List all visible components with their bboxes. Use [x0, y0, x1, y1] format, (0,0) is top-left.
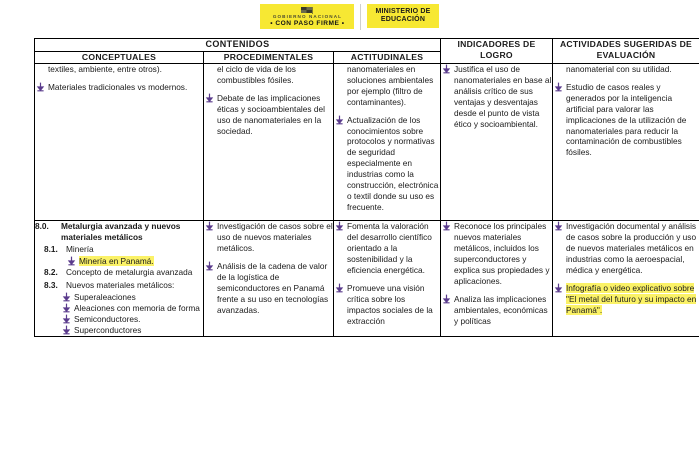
arrow-bullet-icon	[62, 325, 71, 335]
list-item-text: Semiconductores.	[74, 313, 141, 324]
list-item-text: Análisis de la cadena de valor de la logística de semiconductores en Panamá frente a su uso en tecnologías avanzadas.	[217, 260, 329, 315]
outline-item-8-3	[35, 280, 203, 291]
list-item-text: Reconoce los principales nuevos materiales metálicos, incluidos los superconductores y explica sus propiedades y aplicaciones.	[454, 221, 550, 286]
list-item-text: Superaleaciones	[74, 291, 136, 302]
outline-text: Metalurgia avanzada y nuevos materiales metálicos	[61, 221, 181, 243]
cell-indicadores-r2	[441, 221, 553, 337]
table-row	[35, 221, 699, 337]
list-item	[204, 93, 333, 137]
table-header-group-row	[35, 39, 699, 52]
sub-list-nuevos-materiales	[35, 292, 203, 336]
outline-number: 8.0.	[35, 221, 49, 232]
list-item-text: Fomenta la valoración del desarrollo científico orientado a la sostenibilidad y la eficiencia energética.	[347, 221, 432, 275]
list-actitudinales-r2	[334, 221, 440, 326]
list-actividades-r1	[553, 64, 699, 159]
arrow-bullet-icon	[554, 82, 563, 92]
cell-actitudinales-r1	[334, 63, 441, 220]
list-procedimentales-r1	[204, 64, 333, 137]
list-item	[553, 283, 699, 316]
outline-text: Minería	[66, 244, 94, 255]
list-item	[553, 64, 699, 75]
outline-text: Concepto de metalurgia avanzada	[66, 267, 193, 278]
list-item	[334, 115, 440, 213]
list-item	[204, 261, 333, 316]
gov-logo-top-text: GOBIERNO NACIONAL	[272, 14, 343, 19]
header-actitudinales: ACTITUDINALES	[334, 51, 441, 63]
list-item	[61, 314, 203, 325]
list-item-text: nanomateriales en soluciones ambientales por ejemplo (filtro de contaminantes).	[347, 63, 434, 107]
cell-procedimentales-r2	[204, 221, 334, 337]
arrow-bullet-icon	[442, 294, 451, 304]
list-item	[204, 64, 333, 86]
list-item	[553, 82, 699, 159]
cell-indicadores-r1	[441, 63, 553, 220]
logo-divider	[360, 4, 361, 30]
cell-procedimentales-r1	[204, 63, 334, 220]
arrow-bullet-icon	[335, 221, 344, 231]
list-item-text: Debate de las implicaciones éticas y socioambientales del uso de nanomateriales en la sociedad.	[217, 92, 325, 136]
list-item	[334, 221, 440, 276]
arrow-bullet-icon	[205, 93, 214, 103]
header-conceptuales: CONCEPTUALES	[35, 51, 204, 63]
outline-number: 8.3.	[44, 279, 58, 290]
arrow-bullet-icon	[442, 221, 451, 231]
arrow-bullet-icon	[36, 82, 45, 92]
outline-number: 8.1.	[44, 244, 58, 255]
arrow-bullet-icon	[62, 314, 71, 324]
list-item	[441, 64, 552, 130]
list-item	[334, 283, 440, 327]
arrow-bullet-icon	[67, 256, 76, 266]
cell-conceptuales-r1	[35, 63, 204, 220]
list-item-text: textiles, ambiente, entre otros).	[48, 63, 162, 74]
list-procedimentales-r2	[204, 221, 333, 316]
header-logo-bar	[0, 4, 699, 32]
list-item	[334, 64, 440, 108]
list-item-text: Materiales tradicionales vs modernos.	[48, 81, 188, 92]
arrow-bullet-icon	[205, 261, 214, 271]
cell-actitudinales-r2	[334, 221, 441, 337]
list-item	[61, 325, 203, 336]
table-row	[35, 63, 699, 220]
list-item	[441, 294, 552, 327]
outline-number: 8.2.	[44, 267, 58, 278]
outline-conceptuales-r2	[35, 221, 203, 336]
sub-list-mineria	[35, 256, 203, 267]
list-item-text: Superconductores	[74, 325, 142, 336]
arrow-bullet-icon	[205, 221, 214, 231]
header-actividades-sugeridas: ACTIVIDADES SUGERIDAS DE EVALUACIÓN	[553, 39, 699, 64]
list-item-text: Aleaciones con memoria de forma	[74, 302, 200, 313]
outline-item-8-1	[35, 244, 203, 255]
list-actividades-r2	[553, 221, 699, 316]
list-item-text: Promueve una visión crítica sobre los impactos sociales de la extracción	[347, 282, 433, 326]
list-item	[61, 303, 203, 314]
list-item-text: Investigación de casos sobre el uso de nuevos materiales metálicos.	[217, 221, 333, 253]
arrow-bullet-icon	[335, 115, 344, 125]
list-item	[35, 64, 203, 75]
arrow-bullet-icon	[62, 292, 71, 302]
list-item-text: nanomaterial con su utilidad.	[566, 63, 672, 74]
header-indicadores-de-logro: INDICADORES DE LOGRO	[441, 39, 553, 64]
list-item	[204, 221, 333, 254]
gov-logo-bottom-text: • CON PASO FIRME •	[270, 19, 345, 27]
list-item-text: Analiza las implicaciones ambientales, económicas y políticas	[454, 293, 548, 326]
outline-item-8-0	[35, 221, 203, 243]
list-actitudinales-r1	[334, 64, 440, 213]
arrow-bullet-icon	[442, 64, 451, 74]
list-item	[441, 221, 552, 287]
list-item-text: Estudio de casos reales y generados por la inteligencia artificial para valorar las implicaciones de la utilización de nanomateriales para reducir la contaminación de combustibles fósiles.	[566, 81, 687, 158]
curriculum-plan-table	[34, 38, 699, 337]
cell-actividades-r1	[553, 63, 699, 220]
header-procedimentales: PROCEDIMENTALES	[204, 51, 334, 63]
list-item-text: Actualización de los conocimientos sobre protocolos y normativas de seguridad especialmente en industrias como la construcción, electrónica o textil donde su uso es frecuente.	[347, 114, 439, 213]
ministry-logo-line1: MINISTERIO DE	[375, 8, 431, 15]
cell-actividades-r2	[553, 221, 699, 337]
arrow-bullet-icon	[62, 303, 71, 313]
list-item-text: el ciclo de vida de los combustibles fósiles.	[217, 63, 296, 85]
list-item	[61, 292, 203, 303]
highlighted-text-mineria-panama: Minería en Panamá.	[79, 256, 154, 267]
gobierno-nacional-logo	[260, 4, 354, 29]
list-item	[35, 82, 203, 93]
arrow-bullet-icon	[554, 283, 563, 293]
list-item	[553, 221, 699, 276]
flag-icon	[301, 7, 313, 14]
header-contenidos: CONTENIDOS	[35, 39, 441, 52]
arrow-bullet-icon	[335, 283, 344, 293]
list-indicadores-r1	[441, 64, 552, 130]
list-indicadores-r2	[441, 221, 552, 326]
ministerio-de-educacion-logo	[367, 4, 438, 28]
arrow-bullet-icon	[554, 221, 563, 231]
outline-item-8-2	[35, 267, 203, 278]
outline-text: Nuevos materiales metálicos:	[66, 279, 175, 290]
ministry-logo-line2: EDUCACIÓN	[380, 16, 426, 24]
highlighted-text-infografia: Infografía o video explicativo sobre "El metal del futuro y su impacto en Panamá".	[566, 282, 697, 315]
list-item-text: Justifica el uso de nanomateriales en base al análisis crítico de sus ventajas y desventajas desde el punto de vista ético y socioambiental.	[454, 63, 552, 129]
list-conceptuales-r1	[35, 64, 203, 93]
cell-conceptuales-r2	[35, 221, 204, 337]
list-item	[66, 256, 203, 267]
list-item-text: Investigación documental y análisis de casos sobre la producción y uso de nuevos materiales metálicos en industrias como la aeroespacial, médica y energética.	[566, 221, 697, 275]
